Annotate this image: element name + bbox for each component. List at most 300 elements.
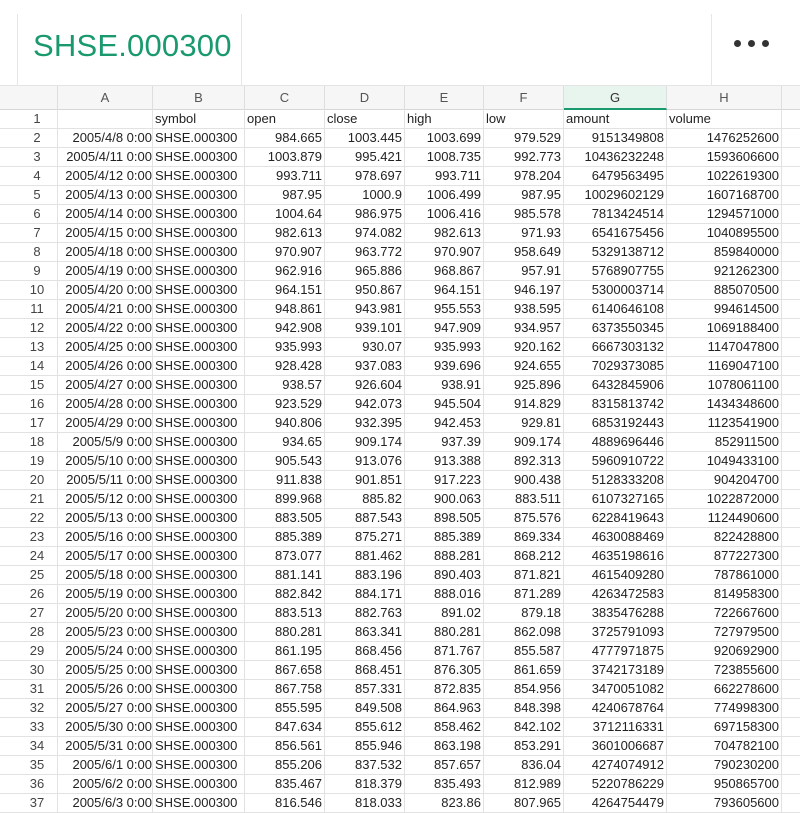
- cell-b[interactable]: SHSE.000300: [153, 395, 245, 413]
- cell-d[interactable]: 885.82: [325, 490, 405, 508]
- cell-f[interactable]: 938.595: [484, 300, 564, 318]
- cell-e[interactable]: high: [405, 110, 484, 128]
- cell-b[interactable]: SHSE.000300: [153, 452, 245, 470]
- cell-h[interactable]: 921262300: [667, 262, 782, 280]
- row-number[interactable]: 28: [17, 623, 58, 641]
- cell-d[interactable]: 1003.445: [325, 129, 405, 147]
- cell-e[interactable]: 885.389: [405, 528, 484, 546]
- cell-c[interactable]: 948.861: [245, 300, 325, 318]
- cell-a[interactable]: 2005/5/27 0:00: [58, 699, 153, 717]
- column-header-h[interactable]: H: [667, 86, 782, 110]
- cell-d[interactable]: 882.763: [325, 604, 405, 622]
- cell-f[interactable]: 979.529: [484, 129, 564, 147]
- cell-e[interactable]: 1008.735: [405, 148, 484, 166]
- cell-a[interactable]: 2005/4/8 0:00: [58, 129, 153, 147]
- cell-e[interactable]: 942.453: [405, 414, 484, 432]
- cell-f[interactable]: 868.212: [484, 547, 564, 565]
- cell-e[interactable]: 858.462: [405, 718, 484, 736]
- column-header-g[interactable]: G: [564, 86, 667, 110]
- cell-a[interactable]: 2005/4/14 0:00: [58, 205, 153, 223]
- more-menu-button[interactable]: [711, 14, 800, 86]
- cell-g[interactable]: 4274074912: [564, 756, 667, 774]
- cell-c[interactable]: 899.968: [245, 490, 325, 508]
- cell-h[interactable]: 1069188400: [667, 319, 782, 337]
- cell-b[interactable]: symbol: [153, 110, 245, 128]
- cell-e[interactable]: 880.281: [405, 623, 484, 641]
- cell-e[interactable]: 863.198: [405, 737, 484, 755]
- cell-a[interactable]: 2005/4/26 0:00: [58, 357, 153, 375]
- cell-h[interactable]: 1476252600: [667, 129, 782, 147]
- cell-e[interactable]: 968.867: [405, 262, 484, 280]
- cell-d[interactable]: 857.331: [325, 680, 405, 698]
- cell-b[interactable]: SHSE.000300: [153, 376, 245, 394]
- cell-e[interactable]: 955.553: [405, 300, 484, 318]
- cell-c[interactable]: 1003.879: [245, 148, 325, 166]
- cell-c[interactable]: 964.151: [245, 281, 325, 299]
- cell-g[interactable]: 9151349808: [564, 129, 667, 147]
- cell-c[interactable]: 867.758: [245, 680, 325, 698]
- cell-h[interactable]: 885070500: [667, 281, 782, 299]
- cell-a[interactable]: 2005/4/11 0:00: [58, 148, 153, 166]
- cell-g[interactable]: 5300003714: [564, 281, 667, 299]
- cell-h[interactable]: 814958300: [667, 585, 782, 603]
- more-horizontal-icon[interactable]: [734, 40, 774, 50]
- cell-h[interactable]: volume: [667, 110, 782, 128]
- cell-c[interactable]: 923.529: [245, 395, 325, 413]
- cell-d[interactable]: 963.772: [325, 243, 405, 261]
- cell-a[interactable]: 2005/6/1 0:00: [58, 756, 153, 774]
- cell-f[interactable]: 985.578: [484, 205, 564, 223]
- cell-a[interactable]: 2005/6/3 0:00: [58, 794, 153, 812]
- cell-e[interactable]: 888.016: [405, 585, 484, 603]
- cell-g[interactable]: amount: [564, 110, 667, 128]
- cell-c[interactable]: 911.838: [245, 471, 325, 489]
- cell-d[interactable]: 875.271: [325, 528, 405, 546]
- cell-a[interactable]: 2005/4/19 0:00: [58, 262, 153, 280]
- cell-d[interactable]: 818.033: [325, 794, 405, 812]
- cell-b[interactable]: SHSE.000300: [153, 338, 245, 356]
- cell-h[interactable]: 1078061100: [667, 376, 782, 394]
- cell-h[interactable]: 904204700: [667, 471, 782, 489]
- cell-a[interactable]: 2005/5/26 0:00: [58, 680, 153, 698]
- cell-c[interactable]: 883.505: [245, 509, 325, 527]
- cell-e[interactable]: 871.767: [405, 642, 484, 660]
- cell-b[interactable]: SHSE.000300: [153, 794, 245, 812]
- cell-f[interactable]: 929.81: [484, 414, 564, 432]
- cell-h[interactable]: 793605600: [667, 794, 782, 812]
- cell-a[interactable]: 2005/5/20 0:00: [58, 604, 153, 622]
- cell-b[interactable]: SHSE.000300: [153, 167, 245, 185]
- cell-g[interactable]: 3725791093: [564, 623, 667, 641]
- cell-c[interactable]: 938.57: [245, 376, 325, 394]
- cell-e[interactable]: 888.281: [405, 547, 484, 565]
- cell-c[interactable]: 987.95: [245, 186, 325, 204]
- cell-g[interactable]: 6667303132: [564, 338, 667, 356]
- cell-c[interactable]: 935.993: [245, 338, 325, 356]
- cell-c[interactable]: 847.634: [245, 718, 325, 736]
- cell-d[interactable]: 818.379: [325, 775, 405, 793]
- row-number[interactable]: 22: [17, 509, 58, 527]
- column-header-e[interactable]: E: [405, 86, 484, 110]
- cell-d[interactable]: 995.421: [325, 148, 405, 166]
- cell-f[interactable]: 934.957: [484, 319, 564, 337]
- cell-f[interactable]: 925.896: [484, 376, 564, 394]
- column-header-b[interactable]: B: [153, 86, 245, 110]
- cell-d[interactable]: 855.612: [325, 718, 405, 736]
- cell-a[interactable]: 2005/4/15 0:00: [58, 224, 153, 242]
- cell-h[interactable]: 722667600: [667, 604, 782, 622]
- cell-c[interactable]: 855.206: [245, 756, 325, 774]
- cell-h[interactable]: 727979500: [667, 623, 782, 641]
- cell-g[interactable]: 4263472583: [564, 585, 667, 603]
- cell-c[interactable]: 835.467: [245, 775, 325, 793]
- cell-h[interactable]: 1040895500: [667, 224, 782, 242]
- cell-a[interactable]: 2005/4/21 0:00: [58, 300, 153, 318]
- row-number[interactable]: 8: [17, 243, 58, 261]
- cell-a[interactable]: 2005/5/10 0:00: [58, 452, 153, 470]
- row-number[interactable]: 37: [17, 794, 58, 812]
- cell-f[interactable]: 987.95: [484, 186, 564, 204]
- cell-d[interactable]: 881.462: [325, 547, 405, 565]
- cell-h[interactable]: 1147047800: [667, 338, 782, 356]
- cell-c[interactable]: 1004.64: [245, 205, 325, 223]
- cell-e[interactable]: 945.504: [405, 395, 484, 413]
- cell-h[interactable]: 1434348600: [667, 395, 782, 413]
- cell-c[interactable]: 883.513: [245, 604, 325, 622]
- cell-e[interactable]: 872.835: [405, 680, 484, 698]
- cell-b[interactable]: SHSE.000300: [153, 756, 245, 774]
- cell-h[interactable]: 1022619300: [667, 167, 782, 185]
- cell-e[interactable]: 917.223: [405, 471, 484, 489]
- cell-e[interactable]: 993.711: [405, 167, 484, 185]
- cell-d[interactable]: 932.395: [325, 414, 405, 432]
- row-number[interactable]: 34: [17, 737, 58, 755]
- cell-f[interactable]: 871.821: [484, 566, 564, 584]
- cell-g[interactable]: 10436232248: [564, 148, 667, 166]
- row-number[interactable]: 35: [17, 756, 58, 774]
- row-number[interactable]: 3: [17, 148, 58, 166]
- cell-b[interactable]: SHSE.000300: [153, 300, 245, 318]
- cell-f[interactable]: 900.438: [484, 471, 564, 489]
- cell-a[interactable]: 2005/4/13 0:00: [58, 186, 153, 204]
- cell-f[interactable]: 842.102: [484, 718, 564, 736]
- cell-b[interactable]: SHSE.000300: [153, 186, 245, 204]
- cell-d[interactable]: 868.451: [325, 661, 405, 679]
- cell-e[interactable]: 890.403: [405, 566, 484, 584]
- cell-g[interactable]: 3601006687: [564, 737, 667, 755]
- cell-b[interactable]: SHSE.000300: [153, 680, 245, 698]
- cell-g[interactable]: 7029373085: [564, 357, 667, 375]
- cell-f[interactable]: 862.098: [484, 623, 564, 641]
- row-number[interactable]: 29: [17, 642, 58, 660]
- spreadsheet-grid[interactable]: [0, 86, 800, 810]
- cell-h[interactable]: 852911500: [667, 433, 782, 451]
- cell-a[interactable]: 2005/5/18 0:00: [58, 566, 153, 584]
- cell-b[interactable]: SHSE.000300: [153, 205, 245, 223]
- cell-d[interactable]: 909.174: [325, 433, 405, 451]
- cell-f[interactable]: 812.989: [484, 775, 564, 793]
- cell-h[interactable]: 859840000: [667, 243, 782, 261]
- cell-h[interactable]: 994614500: [667, 300, 782, 318]
- cell-d[interactable]: 849.508: [325, 699, 405, 717]
- cell-b[interactable]: SHSE.000300: [153, 509, 245, 527]
- cell-h[interactable]: 1169047100: [667, 357, 782, 375]
- cell-e[interactable]: 982.613: [405, 224, 484, 242]
- cell-f[interactable]: 869.334: [484, 528, 564, 546]
- cell-d[interactable]: 883.196: [325, 566, 405, 584]
- cell-a[interactable]: [58, 110, 153, 128]
- cell-h[interactable]: 723855600: [667, 661, 782, 679]
- cell-h[interactable]: 1123541900: [667, 414, 782, 432]
- cell-e[interactable]: 937.39: [405, 433, 484, 451]
- cell-d[interactable]: 942.073: [325, 395, 405, 413]
- cell-f[interactable]: 946.197: [484, 281, 564, 299]
- cell-f[interactable]: 971.93: [484, 224, 564, 242]
- cell-b[interactable]: SHSE.000300: [153, 661, 245, 679]
- cell-e[interactable]: 938.91: [405, 376, 484, 394]
- cell-d[interactable]: 926.604: [325, 376, 405, 394]
- cell-b[interactable]: SHSE.000300: [153, 585, 245, 603]
- row-number[interactable]: 27: [17, 604, 58, 622]
- cell-c[interactable]: 934.65: [245, 433, 325, 451]
- cell-a[interactable]: 2005/5/31 0:00: [58, 737, 153, 755]
- cell-c[interactable]: 816.546: [245, 794, 325, 812]
- cell-g[interactable]: 5329138712: [564, 243, 667, 261]
- row-number[interactable]: 23: [17, 528, 58, 546]
- cell-f[interactable]: 854.956: [484, 680, 564, 698]
- cell-e[interactable]: 900.063: [405, 490, 484, 508]
- cell-a[interactable]: 2005/4/25 0:00: [58, 338, 153, 356]
- cell-g[interactable]: 4615409280: [564, 566, 667, 584]
- cell-b[interactable]: SHSE.000300: [153, 528, 245, 546]
- cell-h[interactable]: 1124490600: [667, 509, 782, 527]
- row-number[interactable]: 10: [17, 281, 58, 299]
- cell-e[interactable]: 857.657: [405, 756, 484, 774]
- cell-a[interactable]: 2005/5/11 0:00: [58, 471, 153, 489]
- cell-g[interactable]: 10029602129: [564, 186, 667, 204]
- cell-b[interactable]: SHSE.000300: [153, 699, 245, 717]
- cell-a[interactable]: 2005/5/25 0:00: [58, 661, 153, 679]
- cell-d[interactable]: 986.975: [325, 205, 405, 223]
- cell-e[interactable]: 939.696: [405, 357, 484, 375]
- row-number[interactable]: 19: [17, 452, 58, 470]
- cell-g[interactable]: 5768907755: [564, 262, 667, 280]
- cell-d[interactable]: 937.083: [325, 357, 405, 375]
- cell-b[interactable]: SHSE.000300: [153, 224, 245, 242]
- cell-b[interactable]: SHSE.000300: [153, 737, 245, 755]
- cell-b[interactable]: SHSE.000300: [153, 357, 245, 375]
- cell-f[interactable]: 836.04: [484, 756, 564, 774]
- cell-b[interactable]: SHSE.000300: [153, 129, 245, 147]
- row-number[interactable]: 13: [17, 338, 58, 356]
- cell-h[interactable]: 774998300: [667, 699, 782, 717]
- cell-e[interactable]: 1006.499: [405, 186, 484, 204]
- row-number[interactable]: 2: [17, 129, 58, 147]
- cell-b[interactable]: SHSE.000300: [153, 775, 245, 793]
- cell-e[interactable]: 935.993: [405, 338, 484, 356]
- cell-b[interactable]: SHSE.000300: [153, 148, 245, 166]
- column-header-c[interactable]: C: [245, 86, 325, 110]
- cell-f[interactable]: 958.649: [484, 243, 564, 261]
- cell-g[interactable]: 5220786229: [564, 775, 667, 793]
- cell-g[interactable]: 6541675456: [564, 224, 667, 242]
- cell-a[interactable]: 2005/4/28 0:00: [58, 395, 153, 413]
- cell-h[interactable]: 950865700: [667, 775, 782, 793]
- cell-b[interactable]: SHSE.000300: [153, 281, 245, 299]
- cell-g[interactable]: 6853192443: [564, 414, 667, 432]
- cell-f[interactable]: 957.91: [484, 262, 564, 280]
- row-number[interactable]: 1: [17, 110, 58, 128]
- row-number[interactable]: 31: [17, 680, 58, 698]
- cell-b[interactable]: SHSE.000300: [153, 490, 245, 508]
- cell-d[interactable]: 884.171: [325, 585, 405, 603]
- cell-h[interactable]: 1593606600: [667, 148, 782, 166]
- cell-c[interactable]: 905.543: [245, 452, 325, 470]
- cell-d[interactable]: 943.981: [325, 300, 405, 318]
- cell-a[interactable]: 2005/5/17 0:00: [58, 547, 153, 565]
- cell-b[interactable]: SHSE.000300: [153, 566, 245, 584]
- row-number[interactable]: 5: [17, 186, 58, 204]
- cell-e[interactable]: 1006.416: [405, 205, 484, 223]
- cell-g[interactable]: 3470051082: [564, 680, 667, 698]
- cell-h[interactable]: 790230200: [667, 756, 782, 774]
- cell-h[interactable]: 1049433100: [667, 452, 782, 470]
- cell-f[interactable]: 861.659: [484, 661, 564, 679]
- cell-b[interactable]: SHSE.000300: [153, 471, 245, 489]
- cell-e[interactable]: 823.86: [405, 794, 484, 812]
- cell-g[interactable]: 4889696446: [564, 433, 667, 451]
- cell-h[interactable]: 787861000: [667, 566, 782, 584]
- cell-g[interactable]: 6228419643: [564, 509, 667, 527]
- row-number[interactable]: 26: [17, 585, 58, 603]
- cell-b[interactable]: SHSE.000300: [153, 604, 245, 622]
- cell-g[interactable]: 3742173189: [564, 661, 667, 679]
- cell-a[interactable]: 2005/4/12 0:00: [58, 167, 153, 185]
- cell-f[interactable]: 875.576: [484, 509, 564, 527]
- cell-h[interactable]: 697158300: [667, 718, 782, 736]
- cell-d[interactable]: 901.851: [325, 471, 405, 489]
- cell-c[interactable]: 982.613: [245, 224, 325, 242]
- cell-g[interactable]: 4240678764: [564, 699, 667, 717]
- cell-d[interactable]: 950.867: [325, 281, 405, 299]
- cell-b[interactable]: SHSE.000300: [153, 243, 245, 261]
- cell-f[interactable]: 892.313: [484, 452, 564, 470]
- row-number[interactable]: 16: [17, 395, 58, 413]
- cell-c[interactable]: 942.908: [245, 319, 325, 337]
- cell-d[interactable]: 837.532: [325, 756, 405, 774]
- cell-c[interactable]: 984.665: [245, 129, 325, 147]
- cell-c[interactable]: 928.428: [245, 357, 325, 375]
- column-header-d[interactable]: D: [325, 86, 405, 110]
- row-number[interactable]: 20: [17, 471, 58, 489]
- cell-d[interactable]: 974.082: [325, 224, 405, 242]
- cell-h[interactable]: 1294571000: [667, 205, 782, 223]
- cell-c[interactable]: 861.195: [245, 642, 325, 660]
- cell-b[interactable]: SHSE.000300: [153, 319, 245, 337]
- cell-e[interactable]: 913.388: [405, 452, 484, 470]
- cell-g[interactable]: 6373550345: [564, 319, 667, 337]
- cell-e[interactable]: 970.907: [405, 243, 484, 261]
- cell-f[interactable]: 848.398: [484, 699, 564, 717]
- cell-a[interactable]: 2005/5/30 0:00: [58, 718, 153, 736]
- cell-g[interactable]: 4635198616: [564, 547, 667, 565]
- cell-g[interactable]: 4777971875: [564, 642, 667, 660]
- row-number[interactable]: 30: [17, 661, 58, 679]
- cell-e[interactable]: 864.963: [405, 699, 484, 717]
- cell-g[interactable]: 5128333208: [564, 471, 667, 489]
- cell-g[interactable]: 6432845906: [564, 376, 667, 394]
- row-number[interactable]: 32: [17, 699, 58, 717]
- cell-c[interactable]: 881.141: [245, 566, 325, 584]
- cell-h[interactable]: 1607168700: [667, 186, 782, 204]
- cell-c[interactable]: 873.077: [245, 547, 325, 565]
- cell-e[interactable]: 1003.699: [405, 129, 484, 147]
- row-number[interactable]: 21: [17, 490, 58, 508]
- cell-g[interactable]: 7813424514: [564, 205, 667, 223]
- cell-f[interactable]: 807.965: [484, 794, 564, 812]
- cell-c[interactable]: 882.842: [245, 585, 325, 603]
- cell-f[interactable]: low: [484, 110, 564, 128]
- cell-f[interactable]: 853.291: [484, 737, 564, 755]
- cell-f[interactable]: 920.162: [484, 338, 564, 356]
- cell-a[interactable]: 2005/6/2 0:00: [58, 775, 153, 793]
- cell-c[interactable]: 962.916: [245, 262, 325, 280]
- cell-b[interactable]: SHSE.000300: [153, 718, 245, 736]
- column-header-f[interactable]: F: [484, 86, 564, 110]
- cell-e[interactable]: 835.493: [405, 775, 484, 793]
- cell-a[interactable]: 2005/4/18 0:00: [58, 243, 153, 261]
- cell-a[interactable]: 2005/4/29 0:00: [58, 414, 153, 432]
- row-number[interactable]: 6: [17, 205, 58, 223]
- cell-d[interactable]: 978.697: [325, 167, 405, 185]
- cell-c[interactable]: 970.907: [245, 243, 325, 261]
- cell-e[interactable]: 947.909: [405, 319, 484, 337]
- cell-g[interactable]: 6140646108: [564, 300, 667, 318]
- cell-e[interactable]: 891.02: [405, 604, 484, 622]
- cell-f[interactable]: 879.18: [484, 604, 564, 622]
- row-number[interactable]: 36: [17, 775, 58, 793]
- row-number[interactable]: 15: [17, 376, 58, 394]
- cell-h[interactable]: 822428800: [667, 528, 782, 546]
- cell-c[interactable]: 885.389: [245, 528, 325, 546]
- cell-a[interactable]: 2005/5/13 0:00: [58, 509, 153, 527]
- cell-e[interactable]: 964.151: [405, 281, 484, 299]
- row-number[interactable]: 17: [17, 414, 58, 432]
- cell-e[interactable]: 876.305: [405, 661, 484, 679]
- cell-c[interactable]: 880.281: [245, 623, 325, 641]
- cell-g[interactable]: 6107327165: [564, 490, 667, 508]
- cell-a[interactable]: 2005/5/12 0:00: [58, 490, 153, 508]
- cell-b[interactable]: SHSE.000300: [153, 642, 245, 660]
- cell-h[interactable]: 877227300: [667, 547, 782, 565]
- select-all-corner[interactable]: [17, 86, 58, 110]
- cell-g[interactable]: 4264754479: [564, 794, 667, 812]
- row-number[interactable]: 33: [17, 718, 58, 736]
- row-number[interactable]: 24: [17, 547, 58, 565]
- cell-b[interactable]: SHSE.000300: [153, 414, 245, 432]
- cell-f[interactable]: 909.174: [484, 433, 564, 451]
- cell-b[interactable]: SHSE.000300: [153, 262, 245, 280]
- column-header-a[interactable]: A: [58, 86, 153, 110]
- cell-c[interactable]: 855.595: [245, 699, 325, 717]
- cell-h[interactable]: 1022872000: [667, 490, 782, 508]
- cell-f[interactable]: 871.289: [484, 585, 564, 603]
- cell-d[interactable]: 930.07: [325, 338, 405, 356]
- cell-g[interactable]: 8315813742: [564, 395, 667, 413]
- cell-d[interactable]: close: [325, 110, 405, 128]
- cell-f[interactable]: 914.829: [484, 395, 564, 413]
- row-number[interactable]: 4: [17, 167, 58, 185]
